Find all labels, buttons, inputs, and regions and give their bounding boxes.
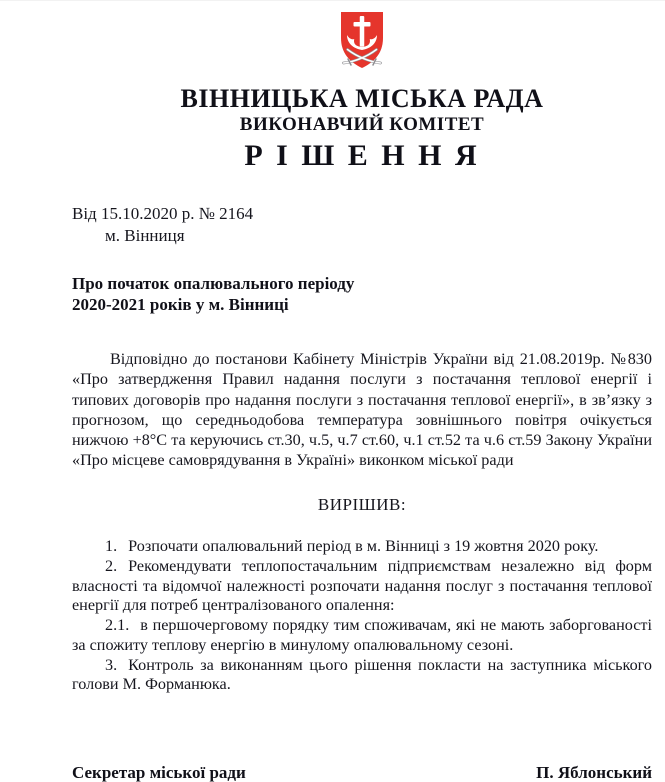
item-text: Рекомендувати теплопостачальним підприємствам незалежно від форм власності та відомчої належності розпочати надання послуг з постачання теплової енергії для потреб централізованого опалення: xyxy=(72,557,652,615)
doc-date-number: Від 15.10.2020 р. № 2164 xyxy=(72,204,254,224)
doc-subject xyxy=(72,274,652,315)
doc-type-heading: Р І Ш Е Н Н Я xyxy=(244,139,480,173)
org-name-heading: ВІННИЦЬКА МІСЬКА РАДА xyxy=(180,84,544,113)
decision-item-1 xyxy=(72,537,652,557)
emblem-container xyxy=(72,10,652,77)
signature-block xyxy=(72,763,652,782)
item-number: 1. xyxy=(105,537,118,556)
signature-title: Секретар міської ради xyxy=(72,763,246,782)
item-number: 2. xyxy=(105,557,118,576)
emblem-anchor-crossbar xyxy=(354,22,371,27)
vinnytsia-coat-of-arms-icon xyxy=(337,10,387,72)
doc-subject-line2: 2020-2021 років у м. Вінниці xyxy=(72,294,289,314)
doc-subject-line1: Про початок опалювального періоду xyxy=(72,274,355,294)
item-number: 2.1. xyxy=(105,616,130,635)
decision-item-3 xyxy=(72,656,652,695)
document-content xyxy=(0,1,665,782)
doc-meta xyxy=(72,203,652,247)
decision-heading: ВИРІШИВ: xyxy=(317,495,407,515)
item-number: 3. xyxy=(105,655,118,674)
emblem-anchor-shaft xyxy=(360,16,365,47)
item-text: Контроль за виконанням цього рішення покласти на заступника міського голови М. Форманюка. xyxy=(72,655,652,694)
preamble-paragraph: Відповідно до постанови Кабінету Міністрів України від 21.08.2019р. №830 «Про затвердження Правил надання послуги з постачання теплової енергії і типових договорів про надання послуги з постачання теплової енергії», в зв’язку з прогнозом, що середньодобова температура зовнішнього повітря очікується нижчою +8°С та керуючись ст.30, ч.5, ч.7 ст.60, ч.1 ст.52 та ч.6 ст.59 Закону України «Про місцеве самоврядування в Україні» виконком міської ради xyxy=(72,350,652,470)
decision-item-2-1 xyxy=(72,616,652,655)
decision-items xyxy=(72,537,652,695)
org-dept-heading: ВИКОНАВЧИЙ КОМІТЕТ xyxy=(239,114,485,136)
decision-item-2 xyxy=(72,557,652,616)
signature-name: П. Яблонський xyxy=(536,763,652,782)
item-text: в першочерговому порядку тим споживачам, які не мають заборгованості за спожиту теплову енергію в минулому опалювальному сезоні. xyxy=(72,616,652,654)
doc-city: м. Вінниця xyxy=(105,226,185,246)
item-text: Розпочати опалювальний період в м. Вінниці з 19 жовтня 2020 року. xyxy=(128,537,599,556)
